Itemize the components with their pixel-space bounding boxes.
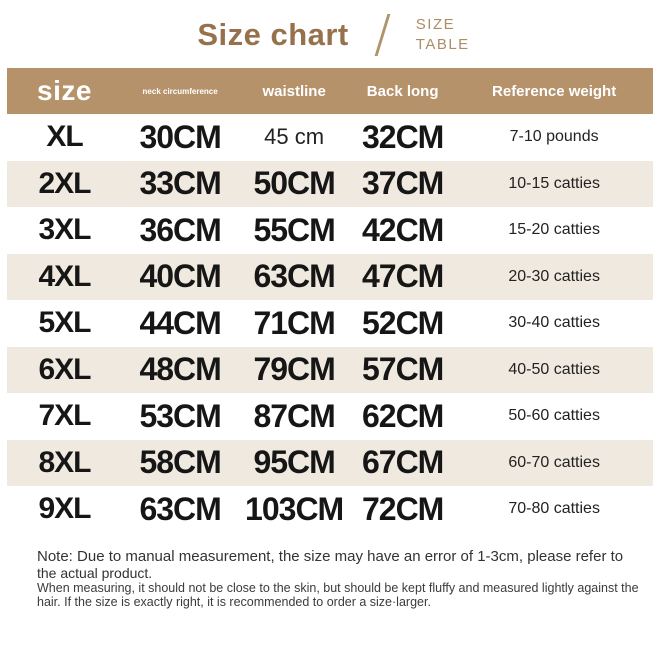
note-line: Note: Due to manual measurement, the size may have an error of 1-3cm, please refer to bbox=[37, 547, 624, 565]
table-row bbox=[7, 300, 653, 347]
cell-back-long: 62CM bbox=[361, 397, 444, 434]
slash-divider-icon bbox=[374, 14, 390, 56]
cell-neck-circumference: 58CM bbox=[139, 444, 221, 481]
table-row bbox=[7, 486, 653, 533]
cell-waistline: 71CM bbox=[253, 304, 335, 341]
cell-reference-weight: 15-20 catties bbox=[508, 221, 600, 239]
page-subtitle-line1: SIZE bbox=[415, 15, 456, 33]
table-row bbox=[7, 440, 653, 487]
column-header-waistline: waistline bbox=[262, 82, 326, 100]
cell-reference-weight: 70-80 catties bbox=[508, 500, 600, 518]
cell-reference-weight: 50-60 catties bbox=[508, 407, 600, 425]
cell-neck-circumference: 40CM bbox=[139, 258, 221, 295]
cell-back-long: 47CM bbox=[361, 258, 444, 295]
cell-waistline: 63CM bbox=[253, 258, 335, 295]
cell-back-long: 37CM bbox=[361, 165, 444, 202]
page-subtitle bbox=[416, 15, 470, 56]
cell-size: 3XL bbox=[38, 213, 91, 247]
notes-section bbox=[37, 548, 637, 609]
cell-waistline: 103CM bbox=[245, 490, 344, 527]
cell-size: 9XL bbox=[38, 492, 91, 526]
cell-back-long: 32CM bbox=[361, 118, 444, 155]
table-row bbox=[7, 254, 653, 301]
column-header-neck-circumference: neck circumference bbox=[142, 86, 218, 96]
cell-reference-weight: 7-10 pounds bbox=[509, 128, 599, 146]
cell-neck-circumference: 44CM bbox=[139, 304, 221, 341]
table-row bbox=[7, 347, 653, 394]
cell-reference-weight: 40-50 catties bbox=[508, 360, 600, 378]
page-title: Size chart bbox=[197, 17, 349, 52]
cell-neck-circumference: 36CM bbox=[139, 211, 221, 248]
page-subtitle-line2: TABLE bbox=[415, 36, 470, 53]
cell-waistline: 95CM bbox=[253, 444, 335, 481]
cell-waistline: 87CM bbox=[253, 397, 335, 434]
note-line: hair. If the size is exactly right, it is recommended to order a size·larger. bbox=[37, 594, 431, 609]
cell-waistline: 50CM bbox=[253, 165, 335, 202]
column-header-reference-weight: Reference weight bbox=[492, 82, 617, 100]
note-line: When measuring, it should not be close to the skin, but should be kept fluffy and measured lightly against the bbox=[37, 580, 639, 595]
cell-size: 4XL bbox=[38, 259, 91, 293]
cell-size: 7XL bbox=[38, 399, 91, 433]
column-header-back-long: Back long bbox=[366, 82, 439, 100]
cell-back-long: 52CM bbox=[361, 304, 444, 341]
table-row bbox=[7, 207, 653, 254]
cell-neck-circumference: 33CM bbox=[139, 165, 221, 202]
cell-size: 5XL bbox=[38, 306, 91, 340]
cell-size: 6XL bbox=[38, 352, 91, 386]
cell-waistline: 55CM bbox=[253, 211, 335, 248]
cell-reference-weight: 30-40 catties bbox=[508, 314, 600, 332]
cell-back-long: 57CM bbox=[361, 351, 444, 388]
cell-neck-circumference: 63CM bbox=[139, 490, 221, 527]
cell-reference-weight: 10-15 catties bbox=[508, 174, 600, 192]
cell-waistline: 79CM bbox=[253, 351, 335, 388]
cell-reference-weight: 20-30 catties bbox=[508, 267, 600, 285]
table-body bbox=[7, 114, 653, 533]
table-row bbox=[7, 393, 653, 440]
cell-back-long: 67CM bbox=[361, 444, 444, 481]
cell-neck-circumference: 53CM bbox=[139, 397, 221, 434]
column-header-size: size bbox=[37, 75, 92, 106]
cell-neck-circumference: 48CM bbox=[139, 351, 221, 388]
cell-size: 8XL bbox=[38, 445, 91, 479]
cell-back-long: 42CM bbox=[361, 211, 444, 248]
cell-neck-circumference: 30CM bbox=[139, 118, 221, 155]
cell-waistline: 45 cm bbox=[264, 124, 325, 150]
cell-reference-weight: 60-70 catties bbox=[508, 453, 600, 471]
size-table bbox=[7, 68, 653, 533]
note-line: the actual product. bbox=[37, 564, 153, 581]
table-row bbox=[7, 161, 653, 208]
page-header bbox=[0, 0, 667, 64]
cell-back-long: 72CM bbox=[361, 490, 444, 527]
cell-size: XL bbox=[46, 120, 83, 154]
table-header-row bbox=[7, 68, 653, 114]
table-row bbox=[7, 114, 653, 161]
cell-size: 2XL bbox=[38, 166, 91, 200]
